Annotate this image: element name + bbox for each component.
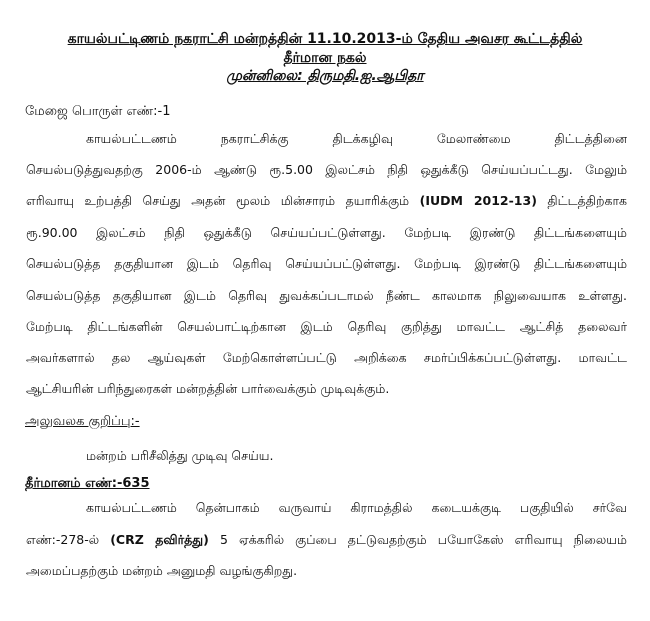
document-title: காயல்பட்டிணம் நகராட்சி மன்றத்தின் 11.10.2013-ம் தேதிய அவசர கூட்டத்தில் [67,31,583,47]
agenda-line: அவர்களால் தல ஆய்வுகள் மேற்கொள்ளப்பட்டு அறிக்கை சமர்ப்பிக்கப்பட்டுள்ளது. மாவட்ட [26,350,627,365]
presiding-officer: முன்னிலை: திருமதி.ஐ.ஆபிதா [226,68,424,84]
resolution-line: காயல்பட்டணம் தென்பாகம் வருவாய் கிராமத்தில் கடையக்குடி பகுதியில் சர்வே [86,500,627,515]
document-subtitle: தீர்மான நகல் [283,50,367,66]
resolution-line: அமைப்பதற்கும் மன்றம் அனுமதி வழங்குகிறது. [26,563,298,578]
agenda-label: மேஜை பொருள் எண்:-1 [25,104,171,119]
crz-note: (CRZ தவிர்த்து) [110,532,209,547]
agenda-line: ரூ.90.00 இலட்சம் நிதி ஒதுக்கீடு செய்யப்பட்டுள்ளது. மேற்படி இரண்டு திட்டங்களையும் [26,225,627,240]
agenda-line: செயல்படுத்த தகுதியான இடம் தெரிவு செய்யப்பட்டுள்ளது. மேற்படி இரண்டு திட்டங்களையும் [26,256,627,271]
office-note-label: அலுவலக குறிப்பு:- [25,414,140,429]
agenda-line: செயல்படுத்த தகுதியான இடம் தெரிவு துவக்கப்படாமல் நீண்ட காலமாக நிலுவையாக உள்ளது. [26,288,627,303]
agenda-line [26,193,627,210]
scheme-code: (IUDM 2012-13) [419,193,537,208]
resolution-line [26,532,627,549]
resolution-line-part: 5 ஏக்கரில் குப்பை தட்டுவதற்கும் பயோகேஸ் எரிவாயு நிலையம் [208,532,627,547]
agenda-line: மேற்படி திட்டங்களின் செயல்பாட்டிற்கான இடம் தெரிவு குறித்து மாவட்ட ஆட்சித் தலைவர் [26,319,627,334]
agenda-line-part: திட்டத்திற்காக [536,193,627,208]
resolution-line-part: எண்:-278-ல் [26,532,111,547]
agenda-line: காயல்பட்டணம் நகராட்சிக்கு திடக்கழிவு மேலாண்மை திட்டத்தினை [86,131,627,146]
office-note-text: மன்றம் பரிசீலித்து முடிவு செய்ய. [86,448,274,463]
agenda-line: செயல்படுத்துவதற்கு 2006-ம் ஆண்டு ரூ.5.00 இலட்சம் நிதி ஒதுக்கீடு செய்யப்பட்டது. மேலும் [26,162,627,177]
agenda-line: ஆட்சியரின் பரிந்துரைகள் மன்றத்தின் பார்வைக்கும் முடிவுக்கும். [26,381,390,396]
resolution-label: தீர்மானம் எண்:-635 [25,476,150,491]
agenda-line-part: எரிவாயு உற்பத்தி செய்து அதன் மூலம் மின்சாரம் தயாரிக்கும் [26,193,420,208]
